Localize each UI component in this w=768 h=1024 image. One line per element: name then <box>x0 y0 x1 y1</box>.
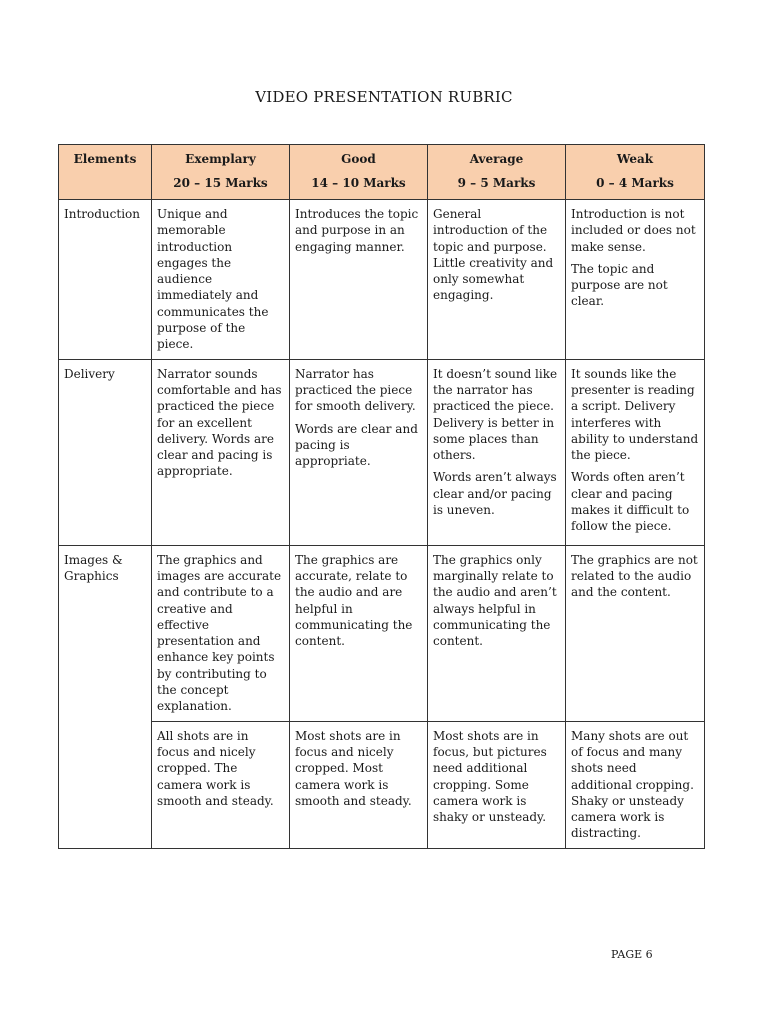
cell-text: Words aren’t always clear and/or pacing is uneven. <box>433 470 557 518</box>
header-good <box>290 145 428 200</box>
cell-text: Narrator has practiced the piece for smooth delivery. <box>295 366 416 414</box>
cell-text: It sounds like the presenter is reading a script. Delivery interferes with ability to understand the piece. <box>571 366 699 463</box>
cell-images-weak <box>566 545 705 721</box>
cell-text: Introduces the topic and purpose in an engaging manner. <box>295 207 419 254</box>
rubric-table <box>58 144 705 849</box>
row-delivery <box>59 359 705 545</box>
cell-text: All shots are in focus and nicely cropped. The camera work is smooth and steady. <box>157 728 274 808</box>
level-marks: 20 – 15 Marks <box>173 176 268 191</box>
cell-text: Most shots are in focus, but pictures need additional cropping. Some camera work is shaky or unsteady. <box>433 728 547 825</box>
cell-text: The graphics and images are accurate and contribute to a creative and effective presentation and enhance key points by contributing to the concept explanation. <box>157 552 282 714</box>
header-row <box>59 145 705 200</box>
header-weak <box>566 145 705 200</box>
cell-shots-average <box>428 721 566 848</box>
cell-delivery-average <box>428 359 566 545</box>
element-introduction: Introduction <box>59 200 152 360</box>
header-exemplary <box>152 145 290 200</box>
row-introduction <box>59 200 705 360</box>
cell-text: Most shots are in focus and nicely cropped. Most camera work is smooth and steady. <box>295 728 412 808</box>
cell-text: It doesn’t sound like the narrator has practiced the piece. Delivery is better in some places than others. <box>433 366 558 463</box>
header-elements-label: Elements <box>73 152 137 166</box>
cell-text: The graphics only marginally relate to the audio and aren’t always helpful in communicating the content. <box>433 552 557 649</box>
cell-text: The topic and purpose are not clear. <box>571 261 668 309</box>
header-elements <box>59 145 152 200</box>
cell-images-average <box>428 545 566 721</box>
cell-delivery-weak <box>566 359 705 545</box>
level-name: Weak <box>616 152 654 166</box>
cell-introduction-good <box>290 200 428 360</box>
cell-shots-weak <box>566 721 705 848</box>
cell-text: Many shots are out of focus and many shots need additional cropping. Shaky or unsteady camera work is distracting. <box>571 728 694 841</box>
cell-text: Words often aren’t clear and pacing makes it difficult to follow the piece. <box>571 470 690 534</box>
cell-text: The graphics are accurate, relate to the audio and are helpful in communicating the content. <box>295 552 413 649</box>
cell-text: Narrator sounds comfortable and has practiced the piece for an excellent delivery. Words are clear and pacing is appropriate. <box>157 366 282 479</box>
cell-images-exemplary <box>152 545 290 721</box>
page-number: PAGE 6 <box>611 948 653 961</box>
level-name: Exemplary <box>185 152 256 166</box>
cell-shots-good <box>290 721 428 848</box>
header-average <box>428 145 566 200</box>
cell-delivery-exemplary <box>152 359 290 545</box>
cell-text: The graphics are not related to the audio and the content. <box>571 552 698 600</box>
cell-introduction-exemplary <box>152 200 290 360</box>
level-marks: 14 – 10 Marks <box>311 176 406 191</box>
level-marks: 0 – 4 Marks <box>596 176 674 191</box>
level-name: Average <box>469 152 524 166</box>
row-shots <box>59 721 705 848</box>
cell-text: Introduction is not included or does not make sense. <box>571 207 696 254</box>
cell-text: General introduction of the topic and purpose. Little creativity and only somewhat engaging. <box>433 207 554 303</box>
cell-images-good <box>290 545 428 721</box>
cell-delivery-good <box>290 359 428 545</box>
page-title: VIDEO PRESENTATION RUBRIC <box>255 88 513 106</box>
cell-text: Words are clear and pacing is appropriate. <box>295 421 418 469</box>
row-images-graphics <box>59 545 705 721</box>
element-images-graphics: Images & Graphics <box>59 545 152 848</box>
cell-text: Unique and memorable introduction engages the audience immediately and communicates the purpose of the piece. <box>157 207 269 352</box>
cell-introduction-average <box>428 200 566 360</box>
cell-introduction-weak <box>566 200 705 360</box>
level-marks: 9 – 5 Marks <box>457 176 536 191</box>
element-delivery: Delivery <box>59 359 152 545</box>
cell-shots-exemplary <box>152 721 290 848</box>
level-name: Good <box>341 152 376 166</box>
